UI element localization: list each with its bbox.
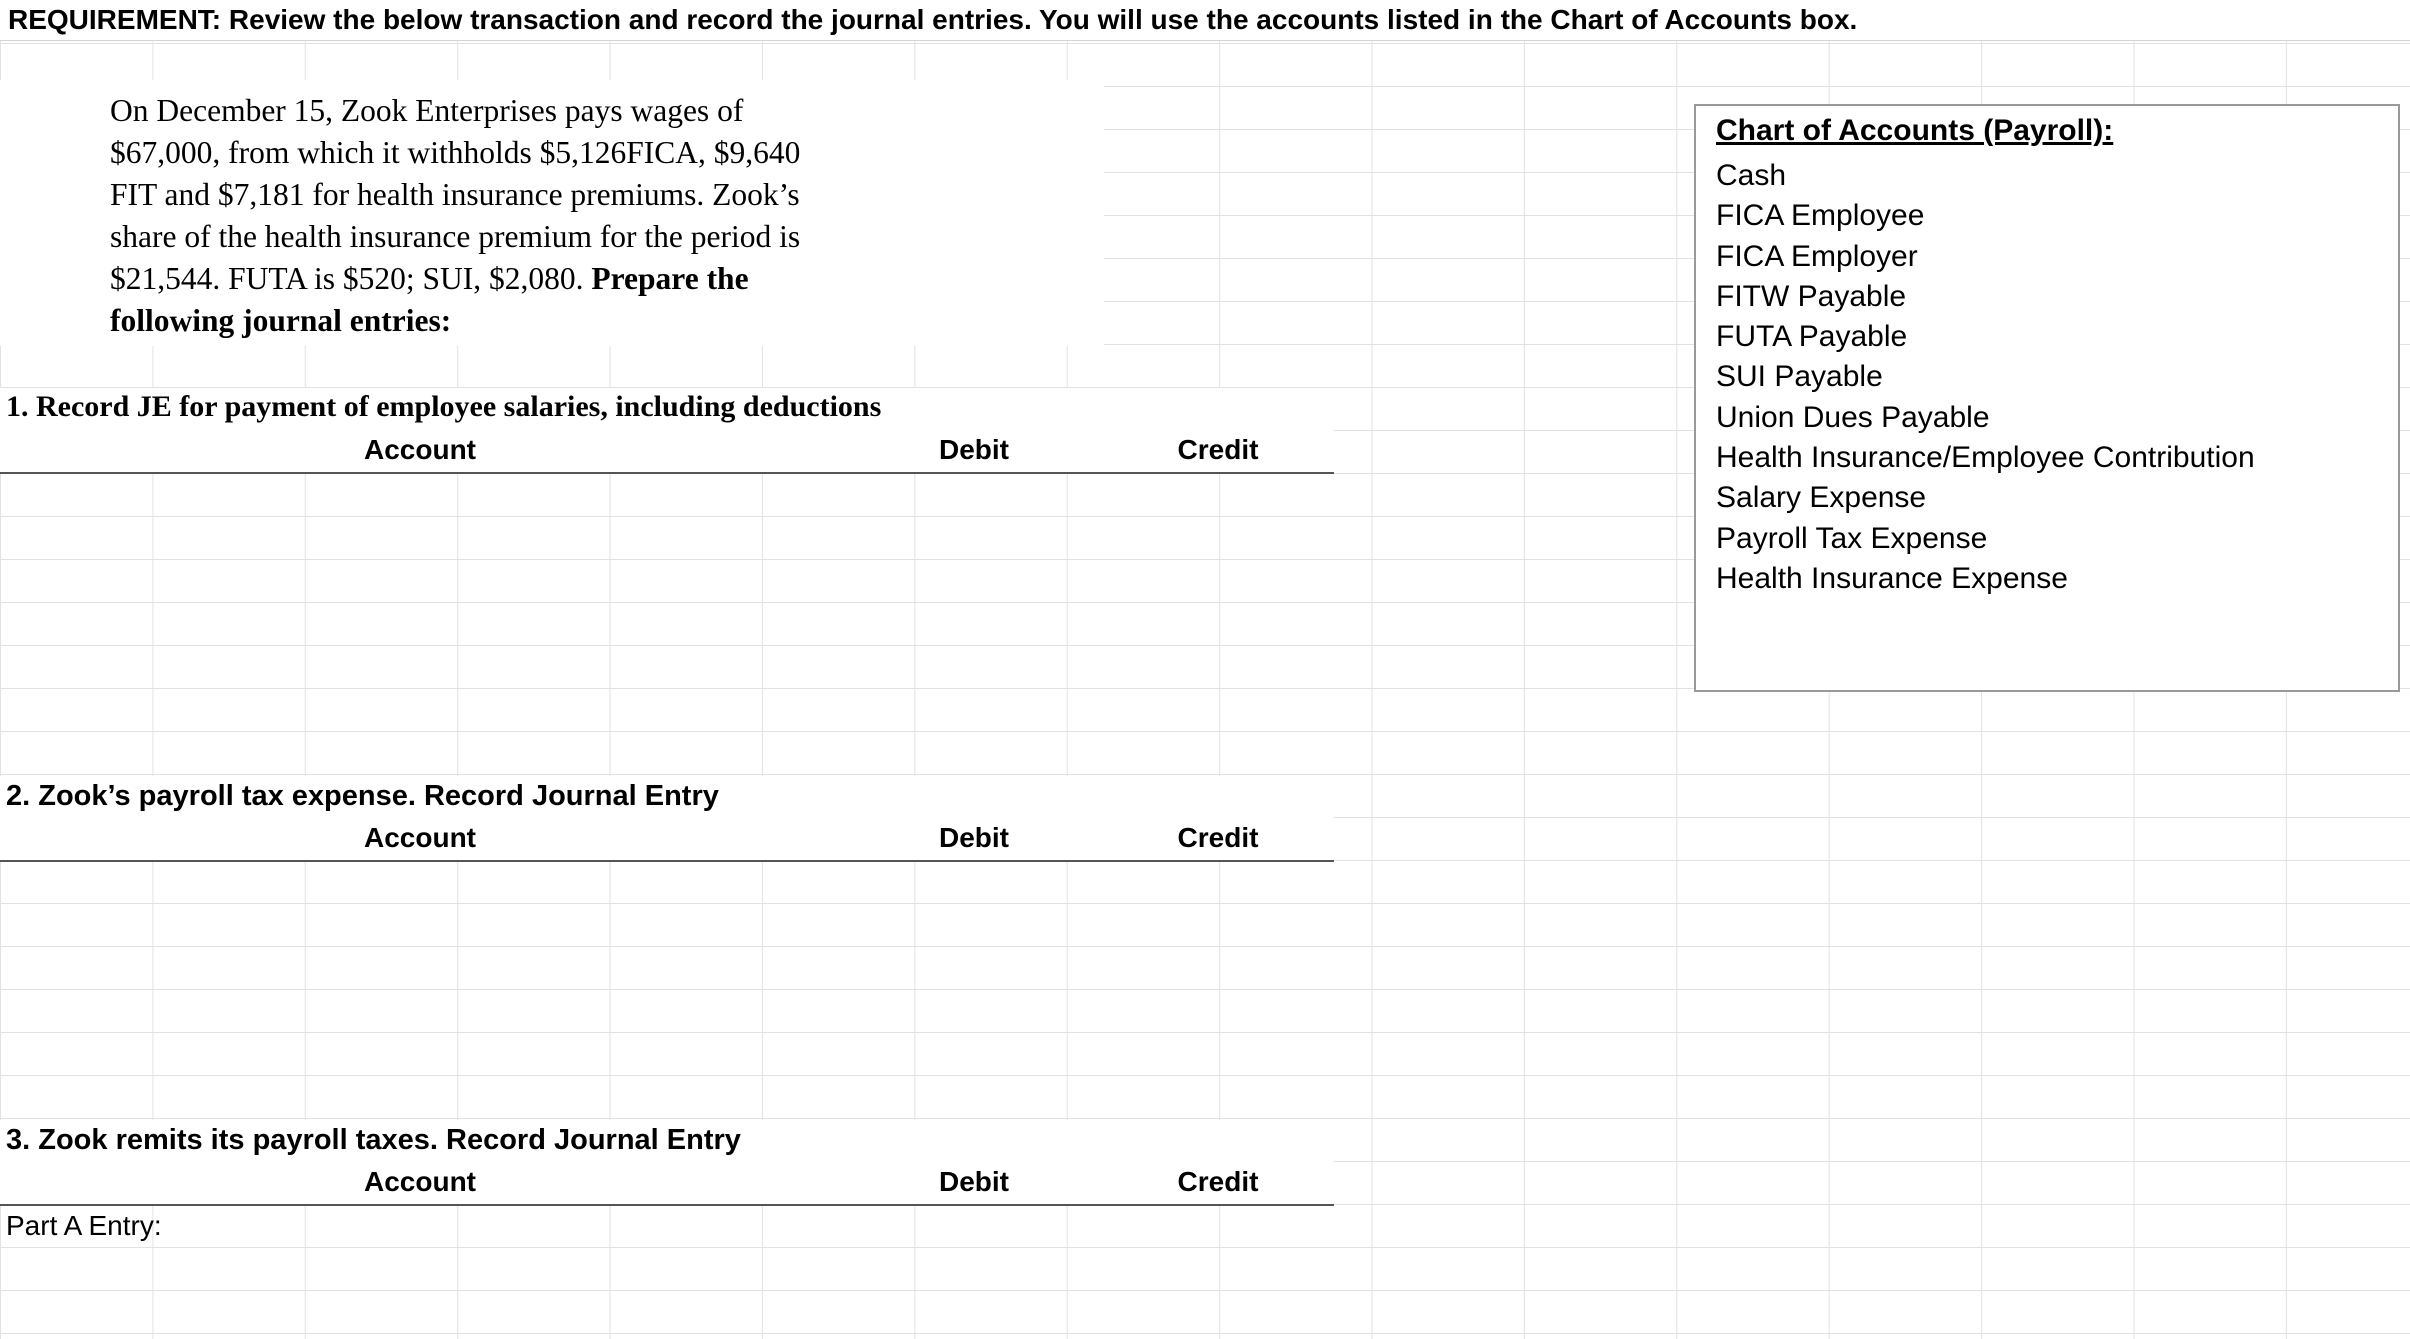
account-item-futa-payable: FUTA Payable xyxy=(1716,320,1908,354)
section3-credit-header: Credit xyxy=(1177,1166,1259,1197)
section1-title: 1. Record JE for payment of employee salaries, including deductions xyxy=(6,390,882,423)
part-a-entry-label: Part A Entry: xyxy=(6,1210,162,1241)
chart-of-accounts-box xyxy=(1694,104,2400,692)
requirement-text: REQUIREMENT: Review the below transaction and record the journal entries. You will use the accounts listed in the Chart of Accounts box. xyxy=(8,4,1858,35)
section2-account-header: Account xyxy=(364,822,476,853)
account-item-salary-expense: Salary Expense xyxy=(1716,481,1927,515)
chart-of-accounts-list xyxy=(1716,156,2255,599)
chart-of-accounts-title: Chart of Accounts (Payroll): xyxy=(1716,114,2114,147)
section2-header-rule xyxy=(0,860,1334,862)
section1-account-header: Account xyxy=(364,434,476,465)
account-item-health-insurance-employee-contribution: Health Insurance/Employee Contribution xyxy=(1716,441,2255,475)
account-item-health-insurance-expense: Health Insurance Expense xyxy=(1716,561,2068,595)
account-item-payroll-tax-expense: Payroll Tax Expense xyxy=(1716,521,1988,555)
section1-header-rule xyxy=(0,472,1334,474)
requirement-bar xyxy=(0,0,2410,41)
section3-debit-header: Debit xyxy=(939,1166,1009,1197)
problem-text: On December 15, Zook Enterprises pays wages of $67,000, from which it withholds $5,126FICA, $9,640 FIT and $7,181 for health insurance premiums. Zook’s share of the health insurance premium for the period is $21,544. FUTA is $520; SUI, $2,080. xyxy=(110,93,801,296)
section3-account-header: Account xyxy=(364,1166,476,1197)
section2-title: 2. Zook’s payroll tax expense. Record Journal Entry xyxy=(6,780,719,812)
account-item-cash: Cash xyxy=(1716,159,1787,192)
section1-debit-header: Debit xyxy=(939,434,1009,465)
section2-credit-header: Credit xyxy=(1177,822,1259,853)
section3-title: 3. Zook remits its payroll taxes. Record Journal Entry xyxy=(6,1124,741,1156)
section1-credit-header: Credit xyxy=(1177,434,1259,465)
account-item-fica-employer: FICA Employer xyxy=(1716,239,1918,273)
section3-header-rule xyxy=(0,1204,1334,1206)
account-item-sui-payable: SUI Payable xyxy=(1716,360,1883,394)
problem-statement xyxy=(110,90,850,342)
problem-emphasis: Prepare the following journal entries: xyxy=(110,261,749,338)
section2-debit-header: Debit xyxy=(939,822,1009,853)
account-item-fica-employee: FICA Employee xyxy=(1716,199,1925,233)
account-item-fitw-payable: FITW Payable xyxy=(1716,279,1907,313)
account-item-union-dues-payable: Union Dues Payable xyxy=(1716,400,1990,434)
